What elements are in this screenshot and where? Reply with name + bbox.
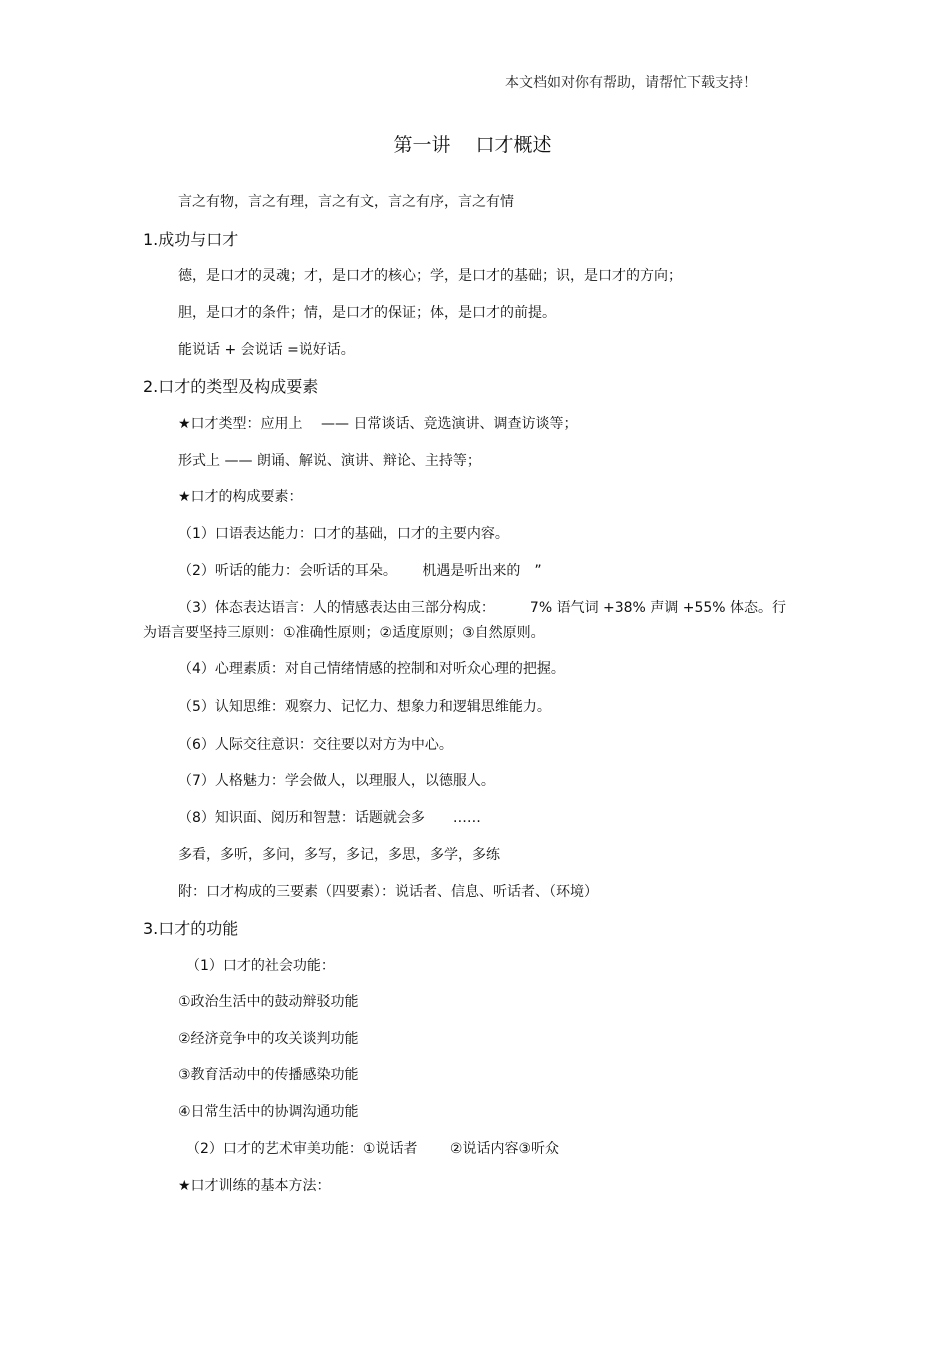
art-function-line: （2）口才的艺术审美功能：①说话者 ②说话内容③听众 (186, 1141, 560, 1157)
element-item: （1）口语表达能力：口才的基础，口才的主要内容。 (178, 526, 509, 542)
element-item: （3）体态表达语言：人的情感表达由三部分构成： 7% 语气词 +38% 声调 +55% 体态。行 (178, 600, 787, 616)
section1-line: 胆，是口才的条件；情，是口才的保证；体，是口才的前提。 (178, 305, 556, 321)
section1-line: 能说话 + 会说话 =说好话。 (178, 342, 355, 358)
element-item: （8）知识面、阅历和智慧：话题就会多 …… (178, 810, 481, 826)
elements-title: ★口才的构成要素： (178, 489, 303, 505)
element-item: （5）认知思维：观察力、记忆力、想象力和逻辑思维能力。 (178, 699, 551, 715)
practice-line: 多看，多听，多问，多写，多记，多思，多学，多练 (178, 847, 500, 863)
training-method-title: ★口才训练的基本方法： (178, 1178, 331, 1194)
section1-heading: 1.成功与口才 (143, 230, 239, 249)
social-function-item: ④日常生活中的协调沟通功能 (178, 1104, 359, 1120)
social-function-item: ①政治生活中的鼓动辩驳功能 (178, 994, 359, 1010)
page-title: 第一讲 口才概述 (393, 134, 552, 156)
section3-heading: 3.口才的功能 (143, 919, 239, 938)
social-function-item: ③教育活动中的传播感染功能 (178, 1067, 359, 1083)
social-function-item: ②经济竞争中的攻关谈判功能 (178, 1031, 359, 1047)
types-line: ★口才类型：应用上 —— 日常谈话、竞选演讲、调查访谈等； (178, 416, 578, 432)
intro-line: 言之有物，言之有理，言之有文，言之有序，言之有情 (178, 194, 514, 210)
types-line: 形式上 —— 朗诵、解说、演讲、辩论、主持等； (178, 453, 481, 469)
element-item: （7）人格魅力：学会做人，以理服人，以德服人。 (178, 773, 495, 789)
header-note: 本文档如对你有帮助，请帮忙下载支持！ (505, 75, 757, 91)
element-item: （4）心理素质：对自己情绪情感的控制和对听众心理的把握。 (178, 661, 565, 677)
element-item: （6）人际交往意识：交往要以对方为中心。 (178, 737, 453, 753)
social-function-title: （1）口才的社会功能： (186, 958, 335, 974)
appendix-line: 附：口才构成的三要素（四要素）：说话者、信息、听话者、（环境） (178, 884, 598, 900)
element-item-continuation: 为语言要坚持三原则：①准确性原则；②适度原则；③自然原则。 (143, 625, 545, 641)
element-item: （2）听话的能力：会听话的耳朵。 机遇是听出来的 ” (178, 563, 542, 579)
section1-line: 德，是口才的灵魂；才，是口才的核心；学，是口才的基础；识，是口才的方向； (178, 268, 682, 284)
section2-heading: 2.口才的类型及构成要素 (143, 377, 319, 396)
